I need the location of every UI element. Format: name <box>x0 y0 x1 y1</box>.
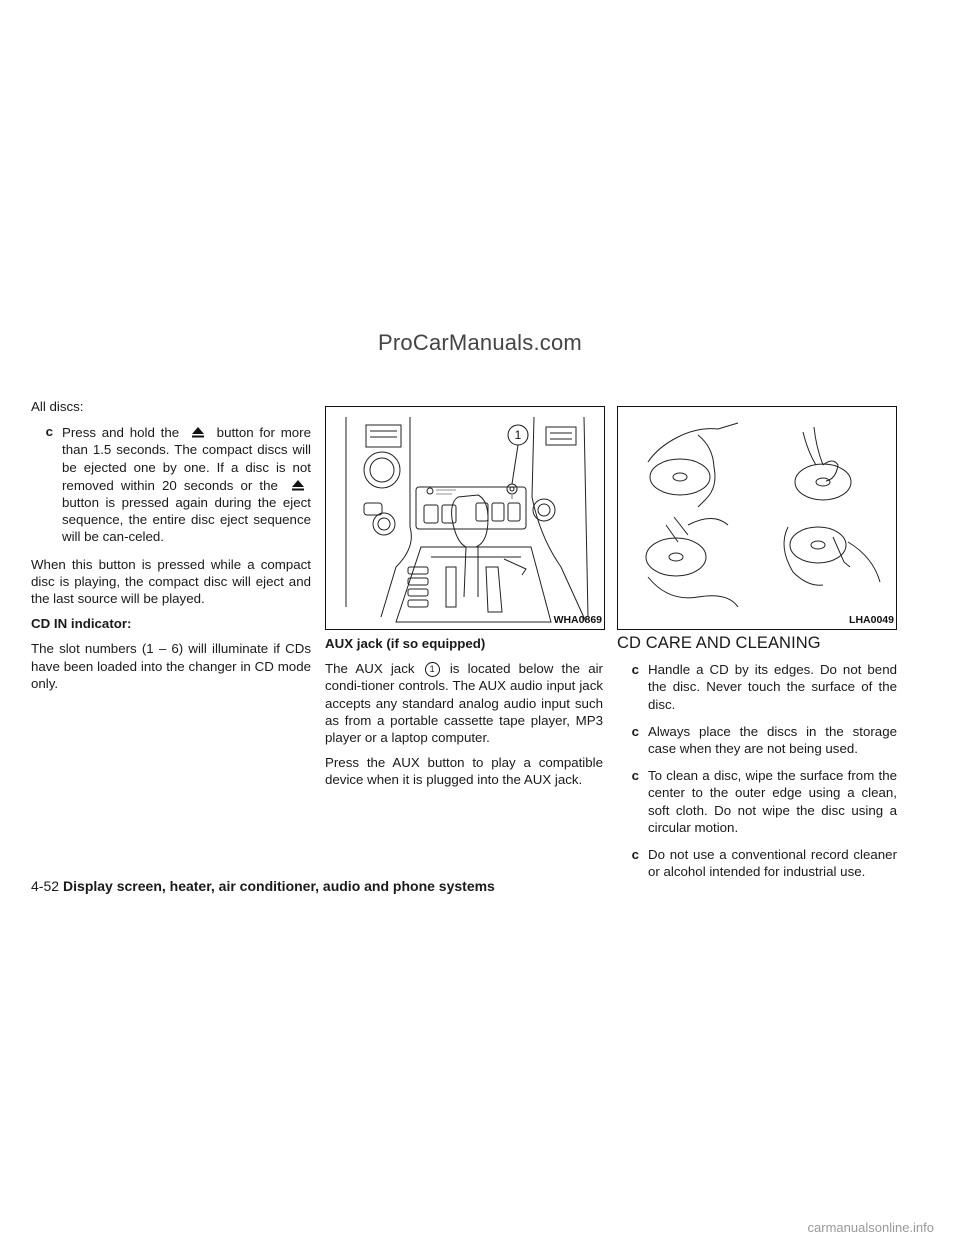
aux-para-part2: is located below the air condi-tioner controls. The AUX audio input jack accepts any standard analog audio input such as from a portable cassette tape player, MP3 player or a laptop computer. <box>325 661 603 746</box>
chapter-title: Display screen, heater, air conditioner, audio and phone systems <box>63 878 495 894</box>
bullet-text <box>62 423 311 545</box>
paragraph: When this button is pressed while a compact disc is playing, the compact disc will eject and the last source will be played. <box>31 556 311 607</box>
list-item <box>617 846 897 880</box>
section-heading: CD CARE AND CLEANING <box>617 634 821 652</box>
column-1 <box>31 398 311 700</box>
figure-label: LHA0049 <box>849 613 894 626</box>
list-item <box>617 661 897 713</box>
dashboard-illustration <box>326 407 604 629</box>
cd-handling-illustration <box>618 407 896 629</box>
bullet-mark: c <box>631 847 639 863</box>
watermark-bottom: carmanualsonline.info <box>807 1220 934 1235</box>
figure-callout: 1 <box>514 428 522 442</box>
cd-in-heading: CD IN indicator: <box>31 616 132 632</box>
callout-1-icon: 1 <box>425 662 440 677</box>
bullet-mark: c <box>631 662 639 678</box>
column-3 <box>617 398 897 890</box>
list-item <box>617 723 897 757</box>
paragraph: The slot numbers (1 – 6) will illuminate if CDs have been loaded into the changer in CD mode only. <box>31 641 311 691</box>
bullet-text: Do not use a conventional record cleaner or alcohol intended for industrial use. <box>648 847 897 880</box>
aux-jack-heading: AUX jack (if so equipped) <box>325 636 486 651</box>
list-item <box>31 423 311 545</box>
bullet-text-part3: button is pressed again during the eject sequence, the entire disc eject sequence will be can-celed. <box>62 495 311 545</box>
watermark-top: ProCarManuals.com <box>378 330 582 355</box>
page-footer <box>31 878 495 894</box>
cd-care-figure <box>617 406 897 630</box>
column-2 <box>325 398 603 797</box>
paragraph <box>325 660 603 746</box>
bullet-text-part2: button for more than 1.5 seconds. The compact discs will be ejected one by one. If a disc is not removed within 20 seconds or the <box>62 425 311 493</box>
bullet-text: Handle a CD by its edges. Do not bend the disc. Never touch the surface of the disc. <box>648 662 897 712</box>
list-item <box>617 767 897 836</box>
page-number: 4-52 <box>31 878 60 894</box>
all-discs-heading: All discs: <box>31 399 84 414</box>
bullet-mark: c <box>631 723 639 739</box>
aux-jack-figure <box>325 406 605 630</box>
bullet-text: Always place the discs in the storage case when they are not being used. <box>648 723 897 757</box>
figure-label: WHA0869 <box>553 613 602 626</box>
bullet-text-part1: Press and hold the <box>62 425 180 441</box>
bullet-text: To clean a disc, wipe the surface from the center to the outer edge using a clean, soft cloth. Do not wipe the disc using a circular motion. <box>648 768 897 835</box>
eject-icon <box>185 423 211 440</box>
eject-icon <box>285 476 311 493</box>
bullet-mark: c <box>45 424 53 440</box>
aux-para-part1: The AUX jack <box>325 661 415 677</box>
paragraph: Press the AUX button to play a compatible device when it is plugged into the AUX jack. <box>325 755 603 788</box>
bullet-mark: c <box>631 768 639 784</box>
